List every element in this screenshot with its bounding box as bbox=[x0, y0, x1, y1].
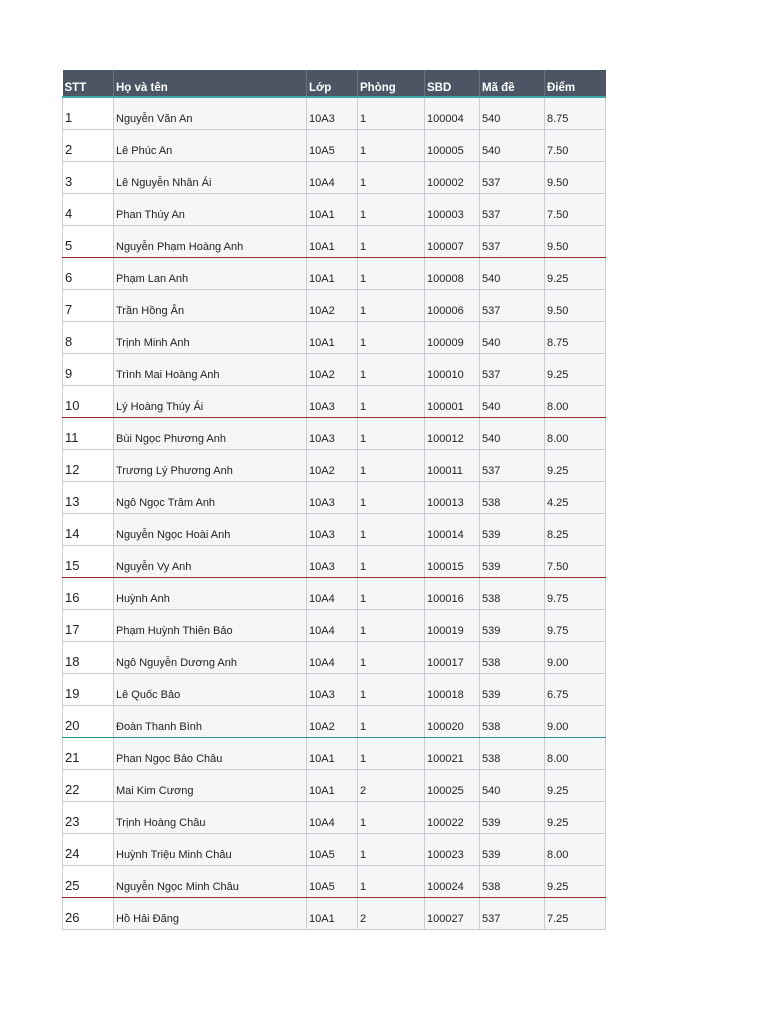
cell-sbd[interactable]: 100003 bbox=[425, 193, 480, 225]
cell-stt[interactable]: 11 bbox=[63, 417, 114, 449]
cell-stt[interactable]: 17 bbox=[63, 609, 114, 641]
cell-phong[interactable]: 1 bbox=[358, 449, 425, 481]
cell-ma-de[interactable]: 538 bbox=[480, 705, 545, 737]
cell-diem[interactable]: 9.25 bbox=[545, 769, 606, 801]
cell-ho-va-ten[interactable]: Trịnh Minh Anh bbox=[114, 321, 307, 353]
cell-phong[interactable]: 1 bbox=[358, 705, 425, 737]
cell-sbd[interactable]: 100024 bbox=[425, 865, 480, 897]
table-row bbox=[63, 225, 606, 257]
cell-diem[interactable]: 9.75 bbox=[545, 577, 606, 609]
table-row bbox=[63, 289, 606, 321]
cell-phong[interactable]: 2 bbox=[358, 897, 425, 929]
cell-stt[interactable]: 12 bbox=[63, 449, 114, 481]
cell-diem[interactable]: 8.00 bbox=[545, 737, 606, 769]
cell-stt[interactable]: 20 bbox=[63, 705, 114, 737]
cell-lop[interactable]: 10A5 bbox=[307, 833, 358, 865]
cell-ho-va-ten[interactable]: Phan Thúy An bbox=[114, 193, 307, 225]
cell-ma-de[interactable]: 537 bbox=[480, 289, 545, 321]
cell-diem[interactable]: 9.25 bbox=[545, 257, 606, 289]
cell-sbd[interactable]: 100021 bbox=[425, 737, 480, 769]
cell-phong[interactable]: 1 bbox=[358, 481, 425, 513]
cell-lop[interactable]: 10A4 bbox=[307, 801, 358, 833]
table-row bbox=[63, 193, 606, 225]
cell-ma-de[interactable]: 540 bbox=[480, 129, 545, 161]
cell-ma-de[interactable]: 539 bbox=[480, 833, 545, 865]
cell-diem[interactable]: 9.25 bbox=[545, 449, 606, 481]
cell-diem[interactable]: 8.00 bbox=[545, 833, 606, 865]
cell-sbd[interactable]: 100022 bbox=[425, 801, 480, 833]
cell-phong[interactable]: 1 bbox=[358, 385, 425, 417]
table-row bbox=[63, 353, 606, 385]
cell-ma-de[interactable]: 540 bbox=[480, 97, 545, 129]
cell-diem[interactable]: 9.50 bbox=[545, 225, 606, 257]
cell-lop[interactable]: 10A4 bbox=[307, 609, 358, 641]
table-row bbox=[63, 481, 606, 513]
cell-stt[interactable]: 1 bbox=[63, 97, 114, 129]
cell-lop[interactable]: 10A2 bbox=[307, 705, 358, 737]
cell-phong[interactable]: 1 bbox=[358, 673, 425, 705]
cell-phong[interactable]: 1 bbox=[358, 737, 425, 769]
cell-lop[interactable]: 10A4 bbox=[307, 161, 358, 193]
cell-diem[interactable]: 7.25 bbox=[545, 897, 606, 929]
cell-diem[interactable]: 8.75 bbox=[545, 97, 606, 129]
cell-phong[interactable]: 1 bbox=[358, 609, 425, 641]
cell-sbd[interactable]: 100002 bbox=[425, 161, 480, 193]
cell-ho-va-ten[interactable]: Mai Kim Cương bbox=[114, 769, 307, 801]
cell-diem[interactable]: 9.25 bbox=[545, 865, 606, 897]
cell-diem[interactable]: 9.00 bbox=[545, 705, 606, 737]
cell-diem[interactable]: 9.25 bbox=[545, 353, 606, 385]
header-row bbox=[63, 70, 606, 97]
cell-sbd[interactable]: 100009 bbox=[425, 321, 480, 353]
cell-ho-va-ten[interactable]: Trần Hồng Ân bbox=[114, 289, 307, 321]
cell-sbd[interactable]: 100018 bbox=[425, 673, 480, 705]
cell-phong[interactable]: 2 bbox=[358, 769, 425, 801]
table-row bbox=[63, 129, 606, 161]
cell-ma-de[interactable]: 538 bbox=[480, 865, 545, 897]
score-table bbox=[62, 70, 606, 930]
cell-phong[interactable]: 1 bbox=[358, 97, 425, 129]
table-row bbox=[63, 641, 606, 673]
cell-ma-de[interactable]: 539 bbox=[480, 513, 545, 545]
cell-lop[interactable]: 10A1 bbox=[307, 769, 358, 801]
cell-ho-va-ten[interactable]: Phan Ngọc Bảo Châu bbox=[114, 737, 307, 769]
cell-lop[interactable]: 10A1 bbox=[307, 897, 358, 929]
cell-sbd[interactable]: 100019 bbox=[425, 609, 480, 641]
cell-diem[interactable]: 9.00 bbox=[545, 641, 606, 673]
table-row bbox=[63, 385, 606, 417]
cell-phong[interactable]: 1 bbox=[358, 257, 425, 289]
table-row bbox=[63, 97, 606, 129]
cell-sbd[interactable]: 100004 bbox=[425, 97, 480, 129]
cell-ho-va-ten[interactable]: Đoàn Thanh Bình bbox=[114, 705, 307, 737]
cell-phong[interactable]: 1 bbox=[358, 577, 425, 609]
cell-diem[interactable]: 4.25 bbox=[545, 481, 606, 513]
cell-sbd[interactable]: 100008 bbox=[425, 257, 480, 289]
cell-ma-de[interactable]: 537 bbox=[480, 449, 545, 481]
cell-lop[interactable]: 10A4 bbox=[307, 641, 358, 673]
cell-diem[interactable]: 8.00 bbox=[545, 385, 606, 417]
cell-lop[interactable]: 10A3 bbox=[307, 385, 358, 417]
cell-stt[interactable]: 4 bbox=[63, 193, 114, 225]
cell-diem[interactable]: 8.00 bbox=[545, 417, 606, 449]
cell-sbd[interactable]: 100023 bbox=[425, 833, 480, 865]
cell-phong[interactable]: 1 bbox=[358, 833, 425, 865]
header-ma-de[interactable]: Mã đề bbox=[480, 70, 545, 97]
cell-sbd[interactable]: 100027 bbox=[425, 897, 480, 929]
cell-diem[interactable]: 9.50 bbox=[545, 289, 606, 321]
cell-ma-de[interactable]: 539 bbox=[480, 673, 545, 705]
cell-stt[interactable]: 14 bbox=[63, 513, 114, 545]
cell-lop[interactable]: 10A3 bbox=[307, 417, 358, 449]
cell-ho-va-ten[interactable]: Hồ Hải Đăng bbox=[114, 897, 307, 929]
cell-ma-de[interactable]: 540 bbox=[480, 321, 545, 353]
cell-ho-va-ten[interactable]: Nguyễn Vy Anh bbox=[114, 545, 307, 577]
cell-stt[interactable]: 9 bbox=[63, 353, 114, 385]
table-row bbox=[63, 705, 606, 737]
table-row bbox=[63, 257, 606, 289]
table-row bbox=[63, 737, 606, 769]
table-row bbox=[63, 865, 606, 897]
cell-stt[interactable]: 5 bbox=[63, 225, 114, 257]
cell-sbd[interactable]: 100017 bbox=[425, 641, 480, 673]
cell-stt[interactable]: 15 bbox=[63, 545, 114, 577]
cell-stt[interactable]: 22 bbox=[63, 769, 114, 801]
table-row bbox=[63, 161, 606, 193]
cell-diem[interactable]: 9.75 bbox=[545, 609, 606, 641]
cell-ho-va-ten[interactable]: Huỳnh Anh bbox=[114, 577, 307, 609]
cell-sbd[interactable]: 100011 bbox=[425, 449, 480, 481]
cell-lop[interactable]: 10A2 bbox=[307, 353, 358, 385]
cell-sbd[interactable]: 100025 bbox=[425, 769, 480, 801]
header-stt[interactable]: STT bbox=[63, 70, 114, 97]
cell-sbd[interactable]: 100015 bbox=[425, 545, 480, 577]
cell-diem[interactable]: 7.50 bbox=[545, 193, 606, 225]
cell-phong[interactable]: 1 bbox=[358, 321, 425, 353]
cell-ma-de[interactable]: 538 bbox=[480, 577, 545, 609]
cell-sbd[interactable]: 100013 bbox=[425, 481, 480, 513]
cell-diem[interactable]: 9.25 bbox=[545, 801, 606, 833]
header-sbd[interactable]: SBD bbox=[425, 70, 480, 97]
cell-phong[interactable]: 1 bbox=[358, 129, 425, 161]
cell-ma-de[interactable]: 538 bbox=[480, 641, 545, 673]
cell-ma-de[interactable]: 537 bbox=[480, 225, 545, 257]
cell-ho-va-ten[interactable]: Trịnh Hoàng Châu bbox=[114, 801, 307, 833]
table-row bbox=[63, 769, 606, 801]
cell-ma-de[interactable]: 537 bbox=[480, 193, 545, 225]
cell-ma-de[interactable]: 539 bbox=[480, 801, 545, 833]
cell-stt[interactable]: 21 bbox=[63, 737, 114, 769]
cell-ho-va-ten[interactable]: Trương Lý Phương Anh bbox=[114, 449, 307, 481]
cell-ho-va-ten[interactable]: Lê Quốc Bảo bbox=[114, 673, 307, 705]
table-row bbox=[63, 897, 606, 929]
cell-stt[interactable]: 13 bbox=[63, 481, 114, 513]
cell-sbd[interactable]: 100007 bbox=[425, 225, 480, 257]
cell-stt[interactable]: 2 bbox=[63, 129, 114, 161]
table-row bbox=[63, 321, 606, 353]
cell-diem[interactable]: 9.50 bbox=[545, 161, 606, 193]
cell-sbd[interactable]: 100001 bbox=[425, 385, 480, 417]
cell-ho-va-ten[interactable]: Lê Nguyễn Nhân Ái bbox=[114, 161, 307, 193]
cell-diem[interactable]: 7.50 bbox=[545, 129, 606, 161]
cell-ho-va-ten[interactable]: Ngô Nguyễn Dương Anh bbox=[114, 641, 307, 673]
cell-stt[interactable]: 6 bbox=[63, 257, 114, 289]
cell-diem[interactable]: 7.50 bbox=[545, 545, 606, 577]
table-row bbox=[63, 577, 606, 609]
table-row bbox=[63, 449, 606, 481]
cell-lop[interactable]: 10A2 bbox=[307, 449, 358, 481]
cell-phong[interactable]: 1 bbox=[358, 193, 425, 225]
cell-ma-de[interactable]: 540 bbox=[480, 417, 545, 449]
cell-ho-va-ten[interactable]: Nguyễn Văn An bbox=[114, 97, 307, 129]
cell-ho-va-ten[interactable]: Lý Hoàng Thúy Ái bbox=[114, 385, 307, 417]
cell-stt[interactable]: 23 bbox=[63, 801, 114, 833]
cell-ho-va-ten[interactable]: Nguyễn Ngọc Hoài Anh bbox=[114, 513, 307, 545]
cell-sbd[interactable]: 100010 bbox=[425, 353, 480, 385]
cell-phong[interactable]: 1 bbox=[358, 225, 425, 257]
table-row bbox=[63, 833, 606, 865]
cell-ma-de[interactable]: 537 bbox=[480, 897, 545, 929]
cell-ma-de[interactable]: 537 bbox=[480, 161, 545, 193]
cell-phong[interactable]: 1 bbox=[358, 545, 425, 577]
cell-lop[interactable]: 10A5 bbox=[307, 865, 358, 897]
cell-lop[interactable]: 10A4 bbox=[307, 577, 358, 609]
cell-ma-de[interactable]: 538 bbox=[480, 481, 545, 513]
cell-sbd[interactable]: 100016 bbox=[425, 577, 480, 609]
cell-phong[interactable]: 1 bbox=[358, 865, 425, 897]
cell-ma-de[interactable]: 540 bbox=[480, 769, 545, 801]
cell-phong[interactable]: 1 bbox=[358, 289, 425, 321]
cell-phong[interactable]: 1 bbox=[358, 801, 425, 833]
cell-lop[interactable]: 10A3 bbox=[307, 513, 358, 545]
cell-phong[interactable]: 1 bbox=[358, 353, 425, 385]
cell-sbd[interactable]: 100012 bbox=[425, 417, 480, 449]
cell-ma-de[interactable]: 537 bbox=[480, 353, 545, 385]
cell-diem[interactable]: 8.25 bbox=[545, 513, 606, 545]
student-score-sheet bbox=[62, 70, 605, 930]
cell-ho-va-ten[interactable]: Nguyễn Ngọc Minh Châu bbox=[114, 865, 307, 897]
cell-stt[interactable]: 16 bbox=[63, 577, 114, 609]
cell-lop[interactable]: 10A3 bbox=[307, 673, 358, 705]
cell-lop[interactable]: 10A1 bbox=[307, 193, 358, 225]
table-row bbox=[63, 513, 606, 545]
cell-lop[interactable]: 10A5 bbox=[307, 129, 358, 161]
cell-ho-va-ten[interactable]: Nguyễn Phạm Hoàng Anh bbox=[114, 225, 307, 257]
cell-ma-de[interactable]: 540 bbox=[480, 257, 545, 289]
cell-stt[interactable]: 19 bbox=[63, 673, 114, 705]
cell-lop[interactable]: 10A3 bbox=[307, 97, 358, 129]
cell-stt[interactable]: 26 bbox=[63, 897, 114, 929]
table-body bbox=[63, 97, 606, 929]
cell-sbd[interactable]: 100006 bbox=[425, 289, 480, 321]
cell-stt[interactable]: 7 bbox=[63, 289, 114, 321]
table-row bbox=[63, 609, 606, 641]
cell-stt[interactable]: 25 bbox=[63, 865, 114, 897]
cell-ma-de[interactable]: 540 bbox=[480, 385, 545, 417]
cell-lop[interactable]: 10A1 bbox=[307, 321, 358, 353]
cell-phong[interactable]: 1 bbox=[358, 417, 425, 449]
cell-ma-de[interactable]: 539 bbox=[480, 545, 545, 577]
cell-ma-de[interactable]: 539 bbox=[480, 609, 545, 641]
cell-ma-de[interactable]: 538 bbox=[480, 737, 545, 769]
cell-diem[interactable]: 8.75 bbox=[545, 321, 606, 353]
cell-sbd[interactable]: 100014 bbox=[425, 513, 480, 545]
cell-lop[interactable]: 10A3 bbox=[307, 545, 358, 577]
cell-lop[interactable]: 10A3 bbox=[307, 481, 358, 513]
table-row bbox=[63, 417, 606, 449]
cell-lop[interactable]: 10A1 bbox=[307, 225, 358, 257]
table-row bbox=[63, 673, 606, 705]
cell-stt[interactable]: 24 bbox=[63, 833, 114, 865]
cell-ho-va-ten[interactable]: Phạm Lan Anh bbox=[114, 257, 307, 289]
cell-lop[interactable]: 10A2 bbox=[307, 289, 358, 321]
cell-ho-va-ten[interactable]: Huỳnh Triệu Minh Châu bbox=[114, 833, 307, 865]
cell-ho-va-ten[interactable]: Lê Phúc An bbox=[114, 129, 307, 161]
cell-stt[interactable]: 8 bbox=[63, 321, 114, 353]
header-diem[interactable]: Điểm bbox=[545, 70, 606, 97]
cell-diem[interactable]: 6.75 bbox=[545, 673, 606, 705]
header-phong[interactable]: Phòng bbox=[358, 70, 425, 97]
cell-ho-va-ten[interactable]: Trình Mai Hoàng Anh bbox=[114, 353, 307, 385]
table-row bbox=[63, 545, 606, 577]
cell-stt[interactable]: 3 bbox=[63, 161, 114, 193]
cell-stt[interactable]: 18 bbox=[63, 641, 114, 673]
cell-sbd[interactable]: 100020 bbox=[425, 705, 480, 737]
table-row bbox=[63, 801, 606, 833]
header-ho-va-ten[interactable]: Họ và tên bbox=[114, 70, 307, 97]
cell-stt[interactable]: 10 bbox=[63, 385, 114, 417]
cell-phong[interactable]: 1 bbox=[358, 161, 425, 193]
cell-ho-va-ten[interactable]: Phạm Huỳnh Thiên Bảo bbox=[114, 609, 307, 641]
cell-phong[interactable]: 1 bbox=[358, 641, 425, 673]
cell-phong[interactable]: 1 bbox=[358, 513, 425, 545]
cell-lop[interactable]: 10A1 bbox=[307, 737, 358, 769]
cell-lop[interactable]: 10A1 bbox=[307, 257, 358, 289]
header-lop[interactable]: Lớp bbox=[307, 70, 358, 97]
cell-sbd[interactable]: 100005 bbox=[425, 129, 480, 161]
cell-ho-va-ten[interactable]: Ngô Ngọc Trâm Anh bbox=[114, 481, 307, 513]
cell-ho-va-ten[interactable]: Bùi Ngọc Phương Anh bbox=[114, 417, 307, 449]
